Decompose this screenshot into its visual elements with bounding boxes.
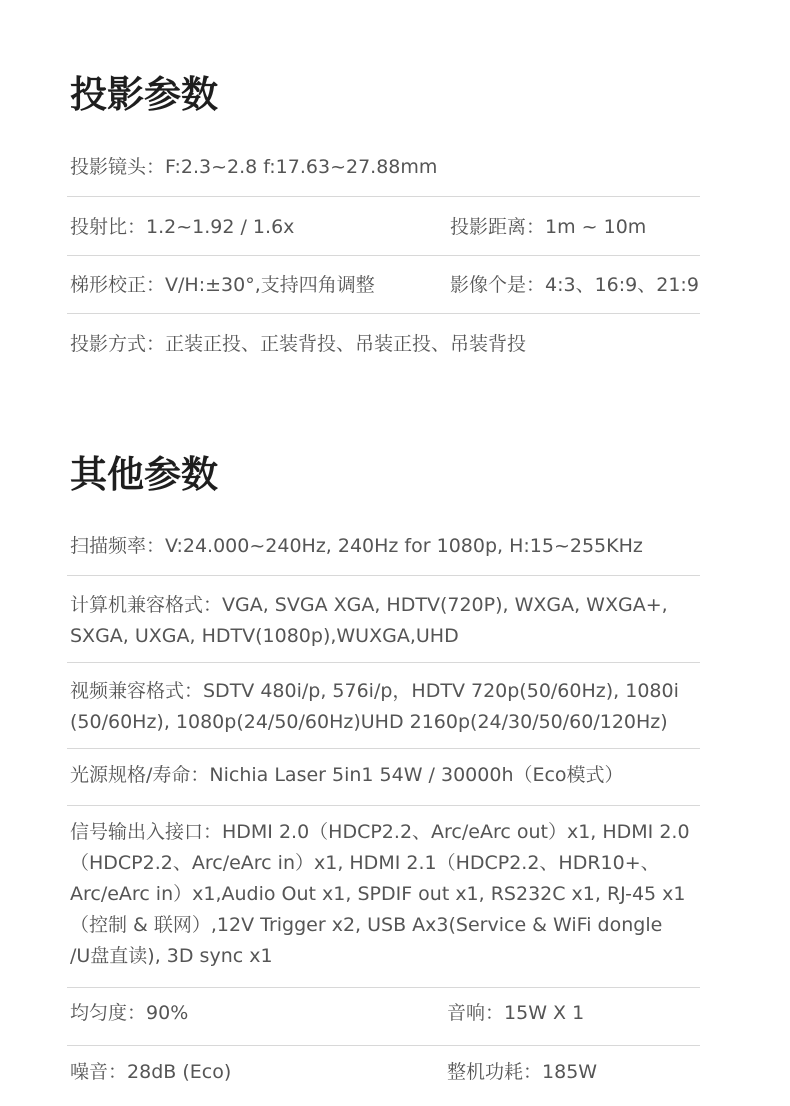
spec-label-light-source: 光源规格/寿命： [70,764,210,786]
spec-label-scan-frequency: 扫描频率： [70,535,166,557]
spec-label-projection-mode: 投影方式： [70,333,166,355]
spec-cell-uniformity [70,998,188,1029]
spec-row-lens [70,152,700,183]
spec-text-io-ports-line5: /U盘直读), 3D sync x1 [70,945,273,967]
projection-section-title: 投影参数 [70,73,218,116]
spec-text-io-ports-line3: Arc/eArc in）x1,Audio Out x1, SPDIF out x1, RS232C x1, RJ-45 x1 [70,883,686,905]
spec-value-projection-mode: 正装正投、正装背投、吊装正投、吊装背投 [165,333,527,355]
spec-cell-projection-distance [450,212,646,243]
spec-text-pc-compatibility-line1: 计算机兼容格式：VGA, SVGA XGA, HDTV(720P), WXGA, WXGA+, [70,594,668,616]
spec-value-power: 185W [542,1061,598,1083]
divider [67,196,700,197]
spec-value-light-source: Nichia Laser 5in1 54W / 30000h（Eco模式） [209,764,624,786]
spec-value-noise: 28dB (Eco) [127,1061,232,1083]
spec-value-audio: 15W X 1 [504,1002,585,1024]
spec-text-pc-compatibility-line2: SXGA, UXGA, HDTV(1080p),WUXGA,UHD [70,625,459,647]
spec-row-pc-compatibility [70,590,700,652]
spec-row-throw-distance [70,212,700,243]
spec-text-io-ports-line1: 信号输出入接口：HDMI 2.0（HDCP2.2、Arc/eArc out）x1, HDMI 2.0 [70,821,690,843]
other-section-title: 其他参数 [70,453,218,496]
spec-value-lens: F:2.3~2.8 f:17.63~27.88mm [165,156,438,178]
spec-value-uniformity: 90% [146,1002,189,1024]
spec-row-video-compatibility [70,676,700,738]
spec-cell-keystone [70,270,375,301]
spec-row-uniformity-audio [70,998,700,1029]
spec-value-throw-ratio: 1.2~1.92 / 1.6x [146,216,295,238]
spec-row-keystone-aspect [70,270,700,301]
spec-text-io-ports-line2: （HDCP2.2、Arc/eArc in）x1, HDMI 2.1（HDCP2.2、HDR10+、 [70,852,660,874]
spec-cell-audio [447,998,584,1029]
divider [67,313,700,314]
spec-label-keystone: 梯形校正： [70,274,166,296]
spec-label-aspect-ratio: 影像个是： [450,274,546,296]
spec-value-projection-distance: 1m ~ 10m [545,216,647,238]
spec-value-keystone: V/H:±30°,支持四角调整 [165,274,375,296]
spec-label-audio: 音响： [447,1002,505,1024]
spec-row-io-ports [70,817,715,972]
spec-text-video-compatibility-line1: 视频兼容格式：SDTV 480i/p, 576i/p，HDTV 720p(50/60Hz), 1080i [70,680,679,702]
spec-row-scan-frequency [70,531,700,562]
spec-cell-aspect-ratio [450,270,699,301]
spec-text-video-compatibility-line2: (50/60Hz), 1080p(24/50/60Hz)UHD 2160p(24/30/50/60/120Hz) [70,711,668,733]
spec-label-throw-ratio: 投射比： [70,216,147,238]
spec-text-io-ports-line4: （控制 & 联网）,12V Trigger x2, USB Ax3(Service & WiFi dongle [70,914,663,936]
spec-label-power: 整机功耗： [447,1061,543,1083]
divider [67,805,700,806]
divider [67,987,700,988]
divider [67,662,700,663]
spec-row-noise-power [70,1057,700,1088]
spec-cell-throw-ratio [70,212,294,243]
spec-label-noise: 噪音： [70,1061,128,1083]
spec-label-uniformity: 均匀度： [70,1002,147,1024]
divider [67,1045,700,1046]
divider [67,255,700,256]
spec-value-aspect-ratio: 4:3、16:9、21:9 [545,274,699,296]
spec-row-projection-mode [70,329,700,360]
spec-value-scan-frequency: V:24.000~240Hz, 240Hz for 1080p, H:15~255KHz [165,535,643,557]
spec-row-light-source [70,760,700,791]
spec-cell-power [447,1057,597,1088]
spec-label-lens: 投影镜头： [70,156,166,178]
spec-label-projection-distance: 投影距离： [450,216,546,238]
divider [67,575,700,576]
divider [67,748,700,749]
spec-cell-noise [70,1057,231,1088]
